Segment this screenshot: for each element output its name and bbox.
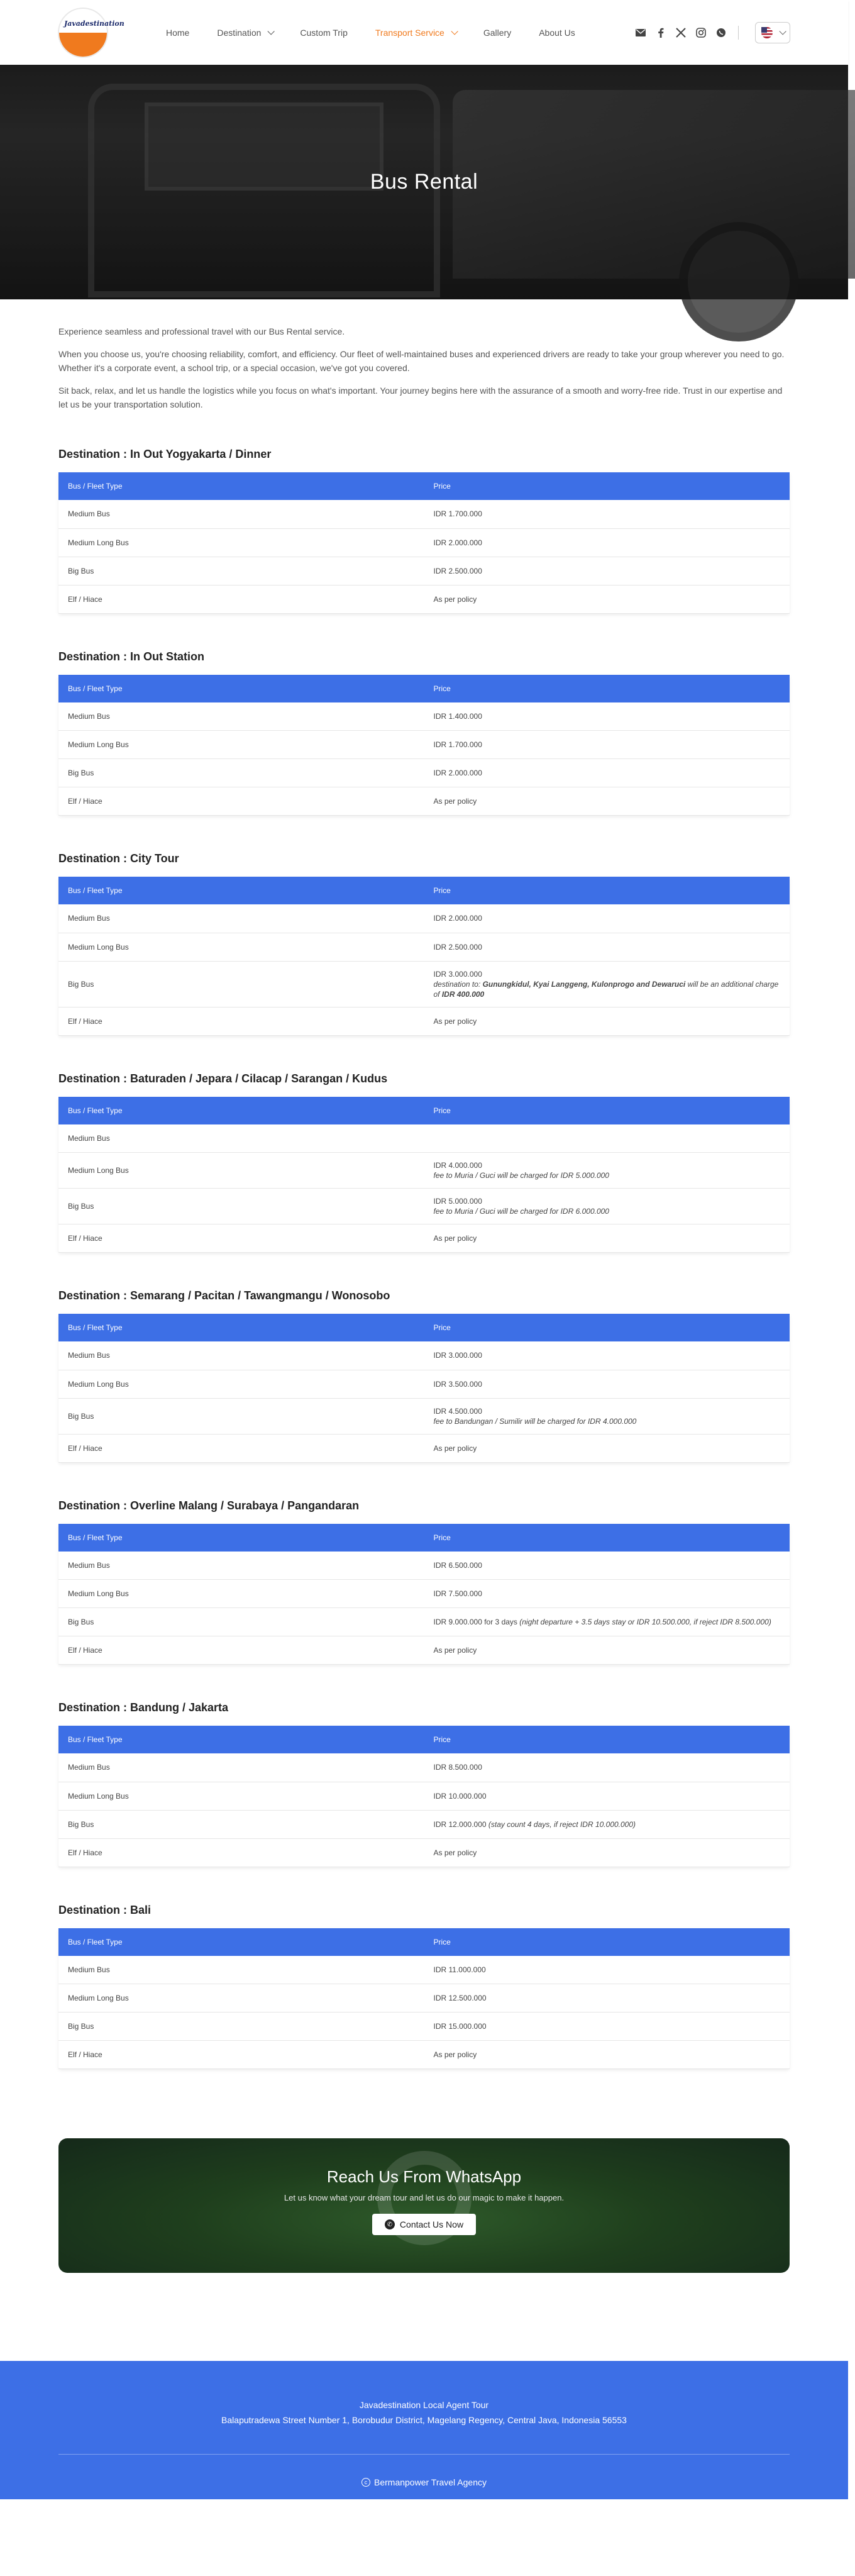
price-cell	[424, 528, 790, 557]
copyright-label: Bermanpower Travel Agency	[374, 2477, 487, 2487]
price-cell	[424, 1007, 790, 1035]
table-row	[58, 904, 790, 933]
price-value: IDR 5.000.000	[433, 1197, 482, 1206]
price-note-highlight: Gunungkidul, Kyai Langgeng, Kulonprogo and Dewaruci	[482, 979, 686, 989]
price-note: (night departure + 3.5 days stay or IDR 10.500.000, if reject IDR 8.500.000)	[517, 1618, 771, 1626]
price-cell	[424, 1153, 790, 1189]
table-row	[58, 1984, 790, 2012]
price-cell	[424, 1224, 790, 1253]
fleet-type-cell: Medium Long Bus	[58, 1370, 424, 1398]
x-icon[interactable]	[675, 27, 687, 38]
intro-paragraph: When you choose us, you're choosing reliability, comfort, and efficiency. Our fleet of well-maintained buses and experienced drivers are ready to take your group wherever you need to go. Whether it's a corporate event, a school trip, or a special occasion, we've got you covered.	[58, 349, 785, 373]
table-row	[58, 585, 790, 613]
column-header-price: Price	[424, 675, 790, 702]
price-value: As per policy	[433, 1848, 477, 1857]
price-cell	[424, 1398, 790, 1434]
table-row	[58, 1007, 790, 1035]
footer-address: Balaputradewa Street Number 1, Borobudur District, Magelang Regency, Central Java, Indonesia 56553	[221, 2415, 627, 2425]
destination-section	[58, 1701, 790, 1867]
price-cell	[424, 1838, 790, 1867]
price-value: IDR 6.500.000	[433, 1560, 482, 1570]
contact-us-button[interactable]	[372, 2214, 476, 2235]
contact-us-label: Contact Us Now	[399, 2219, 464, 2229]
table-row	[58, 2012, 790, 2041]
price-table	[58, 1928, 790, 2070]
table-row	[58, 1636, 790, 1665]
price-note-highlight: IDR 400.000	[441, 989, 485, 999]
table-row	[58, 961, 790, 1007]
table-header-row	[58, 1726, 790, 1753]
table-row	[58, 2041, 790, 2069]
hero-banner	[0, 65, 848, 299]
price-cell	[424, 1956, 790, 1984]
price-table	[58, 877, 790, 1036]
site-header	[0, 0, 848, 65]
price-cell	[424, 904, 790, 933]
price-value: IDR 1.700.000	[433, 740, 482, 749]
price-sections	[58, 448, 790, 2069]
mail-icon[interactable]	[635, 27, 646, 38]
price-note-text: destination to:	[433, 979, 483, 989]
table-row	[58, 1753, 790, 1782]
cta-title: Reach Us From WhatsApp	[326, 2167, 522, 2186]
price-cell	[424, 1984, 790, 2012]
price-value: IDR 9.000.000 for 3 days	[433, 1618, 517, 1626]
chevron-down-icon	[451, 28, 458, 35]
footer-divider	[58, 2454, 790, 2455]
chevron-down-icon	[268, 28, 275, 35]
price-cell	[424, 1189, 790, 1224]
table-header-row	[58, 877, 790, 904]
price-value: IDR 12.500.000	[433, 1994, 487, 2002]
footer-copyright	[361, 2477, 487, 2487]
fleet-type-cell: Elf / Hiace	[58, 585, 424, 613]
table-row	[58, 702, 790, 731]
intro-text	[58, 299, 790, 411]
table-row	[58, 528, 790, 557]
nav-label: Home	[166, 27, 190, 38]
fleet-type-cell: Medium Long Bus	[58, 933, 424, 961]
price-value: As per policy	[433, 2050, 477, 2059]
price-note-text: will be an additional charge of	[433, 979, 779, 999]
price-cell	[424, 1608, 790, 1636]
fleet-type-cell: Big Bus	[58, 1608, 424, 1636]
column-header-fleet: Bus / Fleet Type	[58, 472, 424, 500]
table-header-row	[58, 675, 790, 702]
column-header-price: Price	[424, 1928, 790, 1956]
nav-gallery[interactable]	[470, 28, 525, 38]
table-row	[58, 1782, 790, 1810]
fleet-type-cell: Medium Bus	[58, 1753, 424, 1782]
nav-label: Destination	[217, 27, 262, 38]
language-selector[interactable]	[755, 22, 790, 43]
site-logo[interactable]	[58, 8, 124, 58]
price-cell	[424, 787, 790, 816]
fleet-type-cell: Medium Long Bus	[58, 528, 424, 557]
table-header-row	[58, 1097, 790, 1124]
price-value: IDR 2.000.000	[433, 538, 482, 547]
nav-label: Custom Trip	[300, 27, 348, 38]
price-value: As per policy	[433, 1234, 477, 1243]
main-nav	[152, 28, 589, 38]
price-value: IDR 2.000.000	[433, 914, 482, 923]
fleet-type-cell: Big Bus	[58, 2012, 424, 2041]
column-header-price: Price	[424, 877, 790, 904]
column-header-fleet: Bus / Fleet Type	[58, 1524, 424, 1552]
fleet-type-cell: Medium Bus	[58, 500, 424, 528]
nav-destination[interactable]	[203, 28, 286, 38]
column-header-price: Price	[424, 1314, 790, 1341]
price-value: IDR 8.500.000	[433, 1763, 482, 1772]
price-value: IDR 2.000.000	[433, 769, 482, 777]
table-row	[58, 1341, 790, 1370]
price-value: IDR 15.000.000	[433, 2022, 487, 2031]
price-value: IDR 7.500.000	[433, 1589, 482, 1598]
section-title: Destination : Bandung / Jakarta	[58, 1701, 229, 1714]
footer-company-name: Javadestination Local Agent Tour	[359, 2400, 489, 2410]
price-cell	[424, 1370, 790, 1398]
destination-section	[58, 1289, 790, 1463]
table-row	[58, 933, 790, 961]
price-value: As per policy	[433, 797, 477, 806]
table-row	[58, 1124, 790, 1153]
destination-section	[58, 852, 790, 1036]
page-title: Bus Rental	[370, 170, 478, 194]
nav-about-us[interactable]	[525, 28, 589, 38]
fleet-type-cell: Big Bus	[58, 557, 424, 585]
table-row	[58, 1838, 790, 1867]
fleet-type-cell: Elf / Hiace	[58, 1434, 424, 1462]
whatsapp-icon: ✆	[385, 2219, 395, 2229]
fleet-type-cell: Big Bus	[58, 1189, 424, 1224]
table-row	[58, 1398, 790, 1434]
table-row	[58, 1153, 790, 1189]
price-note	[434, 979, 781, 999]
price-cell	[424, 1434, 790, 1462]
main-content	[0, 299, 848, 2273]
site-footer	[0, 2361, 848, 2499]
logo-text: Javadestination	[64, 19, 124, 28]
price-table	[58, 1097, 790, 1253]
cta-subtitle: Let us know what your dream tour and let us do our magic to make it happen.	[284, 2193, 565, 2202]
nav-label: About Us	[539, 27, 575, 38]
price-cell	[424, 557, 790, 585]
price-value: IDR 11.000.000	[433, 1965, 486, 1974]
price-cell	[424, 1552, 790, 1580]
section-title: Destination : In Out Yogyakarta / Dinner	[58, 448, 272, 460]
price-note: fee to Muria / Guci will be charged for IDR 5.000.000	[433, 1171, 609, 1180]
price-cell	[424, 1341, 790, 1370]
table-row	[58, 1552, 790, 1580]
nav-label: Transport Service	[375, 27, 444, 38]
price-value: As per policy	[433, 1016, 477, 1026]
price-cell	[424, 1580, 790, 1608]
fleet-type-cell: Big Bus	[58, 1398, 424, 1434]
us-flag-icon	[761, 27, 773, 38]
section-title: Destination : City Tour	[58, 852, 179, 865]
table-row	[58, 1580, 790, 1608]
column-header-fleet: Bus / Fleet Type	[58, 675, 424, 702]
fleet-type-cell: Medium Bus	[58, 904, 424, 933]
price-table	[58, 1726, 790, 1867]
price-value: IDR 2.500.000	[433, 566, 482, 575]
column-header-price: Price	[424, 1524, 790, 1552]
price-cell	[424, 1124, 790, 1153]
intro-paragraph: Sit back, relax, and let us handle the logistics while you focus on what's important. Your journey begins here with the assurance of a smooth and worry-free ride. Trust in our expertise and let us be your transportation solution.	[58, 386, 783, 409]
section-title: Destination : Baturaden / Jepara / Cilacap / Sarangan / Kudus	[58, 1072, 388, 1085]
chevron-down-icon	[779, 28, 786, 35]
whatsapp-cta	[58, 2138, 790, 2273]
destination-section	[58, 1499, 790, 1665]
section-title: Destination : Bali	[58, 1903, 152, 1916]
price-value: IDR 12.000.000	[433, 1819, 487, 1829]
whatsapp-icon[interactable]	[715, 27, 727, 38]
column-header-price: Price	[424, 472, 790, 500]
table-row	[58, 1810, 790, 1838]
fleet-type-cell: Medium Long Bus	[58, 1580, 424, 1608]
fleet-type-cell: Medium Bus	[58, 1956, 424, 1984]
table-header-row	[58, 1314, 790, 1341]
fleet-type-cell: Medium Bus	[58, 702, 424, 731]
social-links	[635, 22, 790, 43]
table-row	[58, 557, 790, 585]
price-cell	[424, 731, 790, 759]
price-cell	[424, 2012, 790, 2041]
nav-custom-trip[interactable]	[286, 28, 361, 38]
price-value: As per policy	[433, 1646, 477, 1655]
copyright-icon: c	[361, 2478, 370, 2487]
facebook-icon[interactable]	[655, 27, 666, 38]
fleet-type-cell: Elf / Hiace	[58, 787, 424, 816]
price-cell	[424, 1810, 790, 1838]
price-value: IDR 3.000.000	[433, 969, 482, 979]
price-note: (stay count 4 days, if reject IDR 10.000.000)	[486, 1819, 636, 1829]
price-note: fee to Muria / Guci will be charged for IDR 6.000.000	[433, 1207, 609, 1216]
price-table	[58, 675, 790, 816]
price-value: IDR 2.500.000	[433, 942, 482, 952]
table-header-row	[58, 472, 790, 500]
price-table	[58, 472, 790, 614]
table-row	[58, 731, 790, 759]
table-header-row	[58, 1928, 790, 1956]
fleet-type-cell: Medium Long Bus	[58, 1782, 424, 1810]
price-value: As per policy	[433, 1443, 477, 1453]
destination-section	[58, 1072, 790, 1253]
column-header-fleet: Bus / Fleet Type	[58, 877, 424, 904]
table-row	[58, 1189, 790, 1224]
fleet-type-cell: Medium Bus	[58, 1124, 424, 1153]
fleet-type-cell: Elf / Hiace	[58, 1838, 424, 1867]
nav-label: Gallery	[483, 27, 512, 38]
price-note: fee to Bandungan / Sumilir will be charged for IDR 4.000.000	[433, 1416, 637, 1426]
price-cell	[424, 585, 790, 613]
fleet-type-cell: Elf / Hiace	[58, 1007, 424, 1035]
price-cell	[424, 500, 790, 528]
logo-banner	[59, 33, 107, 57]
table-row	[58, 1956, 790, 1984]
price-value: As per policy	[433, 594, 477, 604]
price-value: IDR 3.000.000	[433, 1351, 482, 1360]
fleet-type-cell: Elf / Hiace	[58, 1224, 424, 1253]
column-header-fleet: Bus / Fleet Type	[58, 1097, 424, 1124]
price-cell	[424, 2041, 790, 2069]
price-cell	[424, 1753, 790, 1782]
price-value: IDR 4.000.000	[433, 1161, 482, 1170]
column-header-fleet: Bus / Fleet Type	[58, 1928, 424, 1956]
fleet-type-cell: Medium Bus	[58, 1552, 424, 1580]
fleet-type-cell: Big Bus	[58, 1810, 424, 1838]
table-row	[58, 1370, 790, 1398]
table-header-row	[58, 1524, 790, 1552]
column-header-fleet: Bus / Fleet Type	[58, 1314, 424, 1341]
price-table	[58, 1314, 790, 1463]
price-value: IDR 4.500.000	[433, 1406, 482, 1416]
fleet-type-cell: Medium Long Bus	[58, 731, 424, 759]
price-cell	[424, 933, 790, 961]
price-cell	[424, 961, 790, 1007]
fleet-type-cell: Elf / Hiace	[58, 1636, 424, 1665]
table-row	[58, 500, 790, 528]
price-cell	[424, 702, 790, 731]
intro-paragraph: Experience seamless and professional travel with our Bus Rental service.	[58, 326, 345, 336]
fleet-type-cell: Elf / Hiace	[58, 2041, 424, 2069]
nav-transport-service[interactable]	[361, 28, 470, 38]
price-value: IDR 3.500.000	[433, 1379, 482, 1389]
price-table	[58, 1524, 790, 1665]
nav-home[interactable]	[152, 28, 203, 38]
fleet-type-cell: Medium Long Bus	[58, 1984, 424, 2012]
fleet-type-cell: Medium Long Bus	[58, 1153, 424, 1189]
column-header-price: Price	[424, 1097, 790, 1124]
destination-section	[58, 650, 790, 816]
section-title: Destination : Overline Malang / Surabaya / Pangandaran	[58, 1499, 360, 1512]
column-header-price: Price	[424, 1726, 790, 1753]
price-value: IDR 10.000.000	[433, 1791, 487, 1801]
instagram-icon[interactable]	[695, 27, 707, 38]
destination-section	[58, 1904, 790, 2070]
table-row	[58, 1608, 790, 1636]
price-value: IDR 1.400.000	[433, 711, 482, 721]
table-row	[58, 759, 790, 787]
price-value: IDR 1.700.000	[433, 509, 482, 519]
section-title: Destination : Semarang / Pacitan / Tawangmangu / Wonosobo	[58, 1289, 390, 1302]
divider	[738, 26, 739, 40]
price-cell	[424, 1782, 790, 1810]
column-header-fleet: Bus / Fleet Type	[58, 1726, 424, 1753]
destination-section	[58, 448, 790, 614]
fleet-type-cell: Big Bus	[58, 961, 424, 1007]
price-cell	[424, 759, 790, 787]
price-cell	[424, 1636, 790, 1665]
table-row	[58, 787, 790, 816]
table-row	[58, 1434, 790, 1462]
table-row	[58, 1224, 790, 1253]
section-title: Destination : In Out Station	[58, 650, 204, 663]
fleet-type-cell: Big Bus	[58, 759, 424, 787]
fleet-type-cell: Medium Bus	[58, 1341, 424, 1370]
